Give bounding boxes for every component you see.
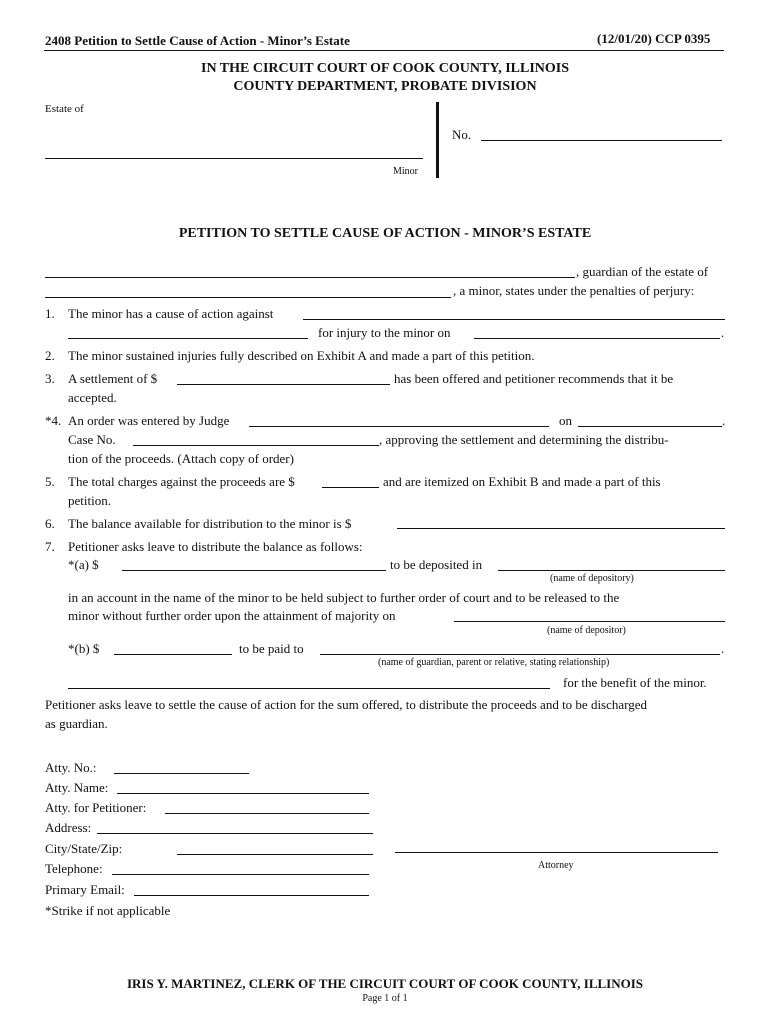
form-title: 2408 Petition to Settle Cause of Action - Minor’s Estate — [45, 33, 350, 48]
atty-no-label: Atty. No.: — [45, 760, 97, 775]
strike-note: *Strike if not applicable — [45, 903, 171, 918]
city-field[interactable] — [177, 854, 373, 855]
minor-caption: Minor — [393, 166, 418, 177]
address-label: Address: — [45, 820, 92, 835]
item-7b-benefit: for the benefit of the minor. — [563, 675, 707, 690]
item-5-text: The total charges against the proceeds are $ — [68, 474, 295, 489]
city-label: City/State/Zip: — [45, 841, 123, 856]
item-4-number: *4. — [45, 413, 62, 428]
estate-of-label: Estate of — [45, 103, 84, 115]
item-6-number: 6. — [45, 516, 55, 531]
document-title: PETITION TO SETTLE CAUSE OF ACTION - MINOR’S ESTATE — [178, 226, 592, 241]
item-3-number: 3. — [45, 371, 55, 386]
balance-field[interactable] — [397, 528, 725, 529]
atty-for-field[interactable] — [165, 813, 369, 814]
intro-line-2: , a minor, states under the penalties of perjury: — [453, 283, 695, 298]
item-7b-paid-text: to be paid to — [239, 641, 304, 656]
attorney-signature-field[interactable] — [395, 852, 718, 853]
clerk-footer: IRIS Y. MARTINEZ, CLERK OF THE CIRCUIT COURT OF COOK COUNTY, ILLINOIS — [126, 976, 644, 991]
case-number-field[interactable] — [481, 140, 722, 141]
item-2-text: The minor sustained injuries fully described on Exhibit A and made a part of this petition. — [68, 348, 535, 363]
item-4-case-label: Case No. — [68, 432, 116, 447]
order-date-field[interactable] — [578, 426, 722, 427]
atty-for-label: Atty. for Petitioner: — [45, 800, 147, 815]
estate-name-field[interactable] — [45, 158, 423, 159]
payee-caption: (name of guardian, parent or relative, stating relationship) — [378, 657, 610, 668]
judge-name-field[interactable] — [249, 426, 549, 427]
injury-date-field[interactable] — [474, 338, 720, 339]
item-4-text-3: tion of the proceeds. (Attach copy of order) — [68, 451, 294, 466]
payee-field-2[interactable] — [68, 688, 550, 689]
telephone-label: Telephone: — [45, 861, 103, 876]
depository-field[interactable] — [498, 570, 725, 571]
item-5-number: 5. — [45, 474, 55, 489]
item-2-number: 2. — [45, 348, 55, 363]
intro-line-1: , guardian of the estate of — [576, 264, 709, 279]
item-7a-deposit-text: to be deposited in — [390, 557, 483, 572]
defendant-field-2[interactable] — [68, 338, 308, 339]
payment-amount-field[interactable] — [114, 654, 232, 655]
item-4-text: An order was entered by Judge — [68, 413, 230, 428]
payee-field[interactable] — [320, 654, 720, 655]
guardian-name-field[interactable] — [45, 277, 575, 278]
attorney-caption: Attorney — [538, 860, 574, 871]
email-field[interactable] — [134, 895, 369, 896]
item-7b-period: . — [721, 641, 725, 656]
address-field[interactable] — [97, 833, 373, 834]
court-line-1: IN THE CIRCUIT COURT OF COOK COUNTY, ILLINOIS — [201, 61, 569, 76]
depository-caption: (name of depository) — [550, 573, 634, 584]
page-number: Page 1 of 1 — [362, 993, 408, 1004]
item-3-text-2: has been offered and petitioner recommends that it be — [394, 371, 674, 386]
item-7-text: Petitioner asks leave to distribute the balance as follows: — [68, 539, 363, 554]
atty-name-label: Atty. Name: — [45, 780, 109, 795]
depositor-caption: (name of depositor) — [547, 625, 626, 636]
item-7-number: 7. — [45, 539, 55, 554]
header-rule — [44, 50, 724, 51]
item-4-period: . — [722, 413, 726, 428]
item-3-text-3: accepted. — [68, 390, 117, 405]
item-1-text: The minor has a cause of action against — [68, 306, 274, 321]
atty-name-field[interactable] — [117, 793, 369, 794]
court-line-2: COUNTY DEPARTMENT, PROBATE DIVISION — [233, 79, 537, 94]
form-code: (12/01/20) CCP 0395 — [597, 31, 711, 46]
closing-line-1: Petitioner asks leave to settle the cause of action for the sum offered, to distribute the proceeds and to be discharged — [45, 697, 648, 712]
defendant-field[interactable] — [303, 319, 725, 320]
item-5-text-2: and are itemized on Exhibit B and made a part of this — [383, 474, 661, 489]
deposit-amount-field[interactable] — [122, 570, 386, 571]
item-5-text-3: petition. — [68, 493, 111, 508]
item-7a-label: *(a) $ — [68, 557, 99, 572]
atty-no-field[interactable] — [114, 773, 249, 774]
caption-divider — [436, 102, 439, 178]
item-3-text: A settlement of $ — [68, 371, 158, 386]
total-charges-field[interactable] — [322, 487, 379, 488]
item-6-text: The balance available for distribution to the minor is $ — [68, 516, 352, 531]
item-1-injury-text: for injury to the minor on — [318, 325, 451, 340]
email-label: Primary Email: — [45, 882, 125, 897]
minor-name-field[interactable] — [45, 297, 451, 298]
item-7a-text-1: in an account in the name of the minor to be held subject to further order of court and to be released to the — [68, 590, 620, 605]
item-1-number: 1. — [45, 306, 55, 321]
settlement-amount-field[interactable] — [177, 384, 390, 385]
case-no-label: No. — [452, 127, 472, 142]
item-4-on: on — [559, 413, 572, 428]
order-case-no-field[interactable] — [133, 445, 379, 446]
item-4-text-2: , approving the settlement and determining the distribu- — [379, 432, 669, 447]
item-7a-text-2: minor without further order upon the attainment of majority on — [68, 608, 396, 623]
item-7b-label: *(b) $ — [68, 641, 100, 656]
majority-date-field[interactable] — [454, 621, 725, 622]
item-1-period: . — [721, 325, 725, 340]
closing-line-2: as guardian. — [45, 716, 108, 731]
telephone-field[interactable] — [112, 874, 369, 875]
